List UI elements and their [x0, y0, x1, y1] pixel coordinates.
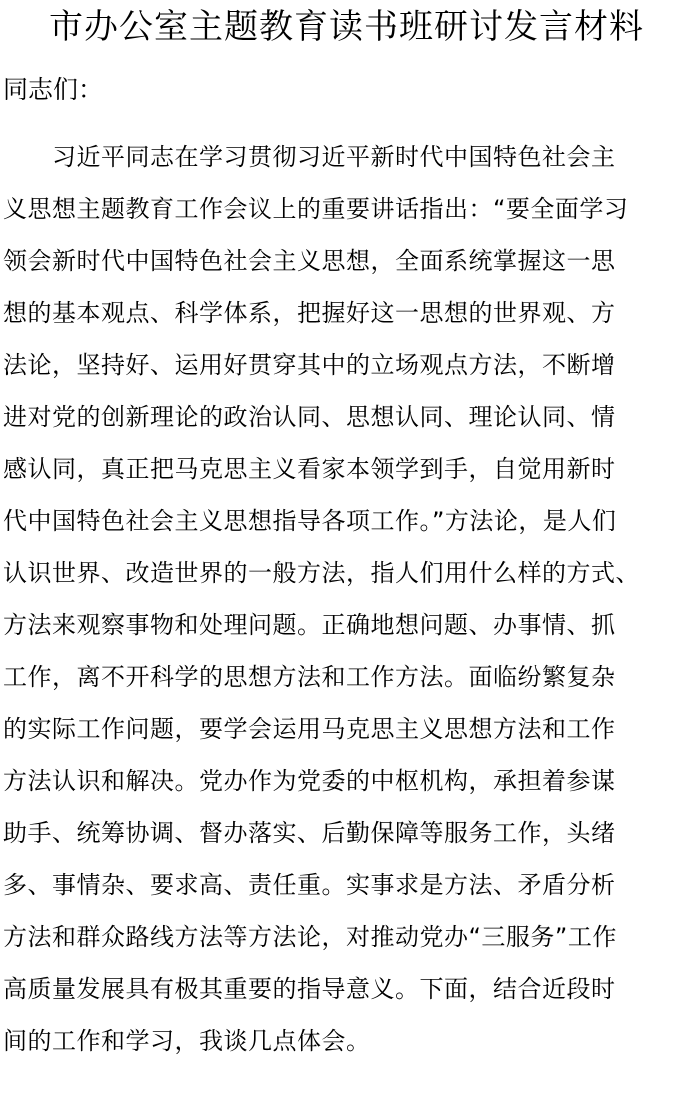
paragraph-line: 进对党的创新理论的政治认同、思想认同、理论认同、情: [3, 403, 616, 431]
document-title: 市办公室主题教育读书班研讨发言材料: [49, 7, 644, 47]
paragraph-line: 义思想主题教育工作会议上的重要讲话指出：“要全面学习: [3, 195, 629, 223]
paragraph-line: 领会新时代中国特色社会主义思想，全面系统掌握这一思: [3, 247, 616, 275]
paragraph-line: 工作，离不开科学的思想方法和工作方法。面临纷繁复杂: [3, 663, 616, 691]
salutation: 同志们：: [3, 75, 104, 104]
paragraph-line: 多、事情杂、要求高、责任重。实事求是方法、矛盾分析: [3, 871, 616, 899]
paragraph-line: 习近平同志在学习贯彻习近平新时代中国特色社会主: [3, 143, 616, 171]
paragraph-line: 代中国特色社会主义思想指导各项工作。”方法论，是人们: [3, 507, 617, 535]
paragraph-line: 感认同，真正把马克思主义看家本领学到手，自觉用新时: [3, 455, 616, 483]
paragraph-line: 方法和群众路线方法等方法论，对推动党办“三服务”工作: [3, 923, 617, 951]
paragraph-line: 方法认识和解决。党办作为党委的中枢机构，承担着参谋: [3, 767, 616, 795]
paragraph-line: 高质量发展具有极其重要的指导意义。下面，结合近段时: [3, 975, 616, 1003]
paragraph-line: 方法来观察事物和处理问题。正确地想问题、办事情、抓: [3, 611, 616, 639]
paragraph-line: 法论，坚持好、运用好贯穿其中的立场观点方法，不断增: [3, 351, 616, 379]
body-paragraph: [3, 131, 691, 1067]
paragraph-line: 间的工作和学习，我谈几点体会。: [3, 1027, 371, 1055]
paragraph-line: 的实际工作问题，要学会运用马克思主义思想方法和工作: [3, 715, 616, 743]
paragraph-line: 想的基本观点、科学体系，把握好这一思想的世界观、方: [3, 299, 616, 327]
paragraph-line: 助手、统筹协调、督办落实、后勤保障等服务工作，头绪: [3, 819, 616, 847]
paragraph-line: 认识世界、改造世界的一般方法，指人们用什么样的方式、: [3, 559, 640, 587]
